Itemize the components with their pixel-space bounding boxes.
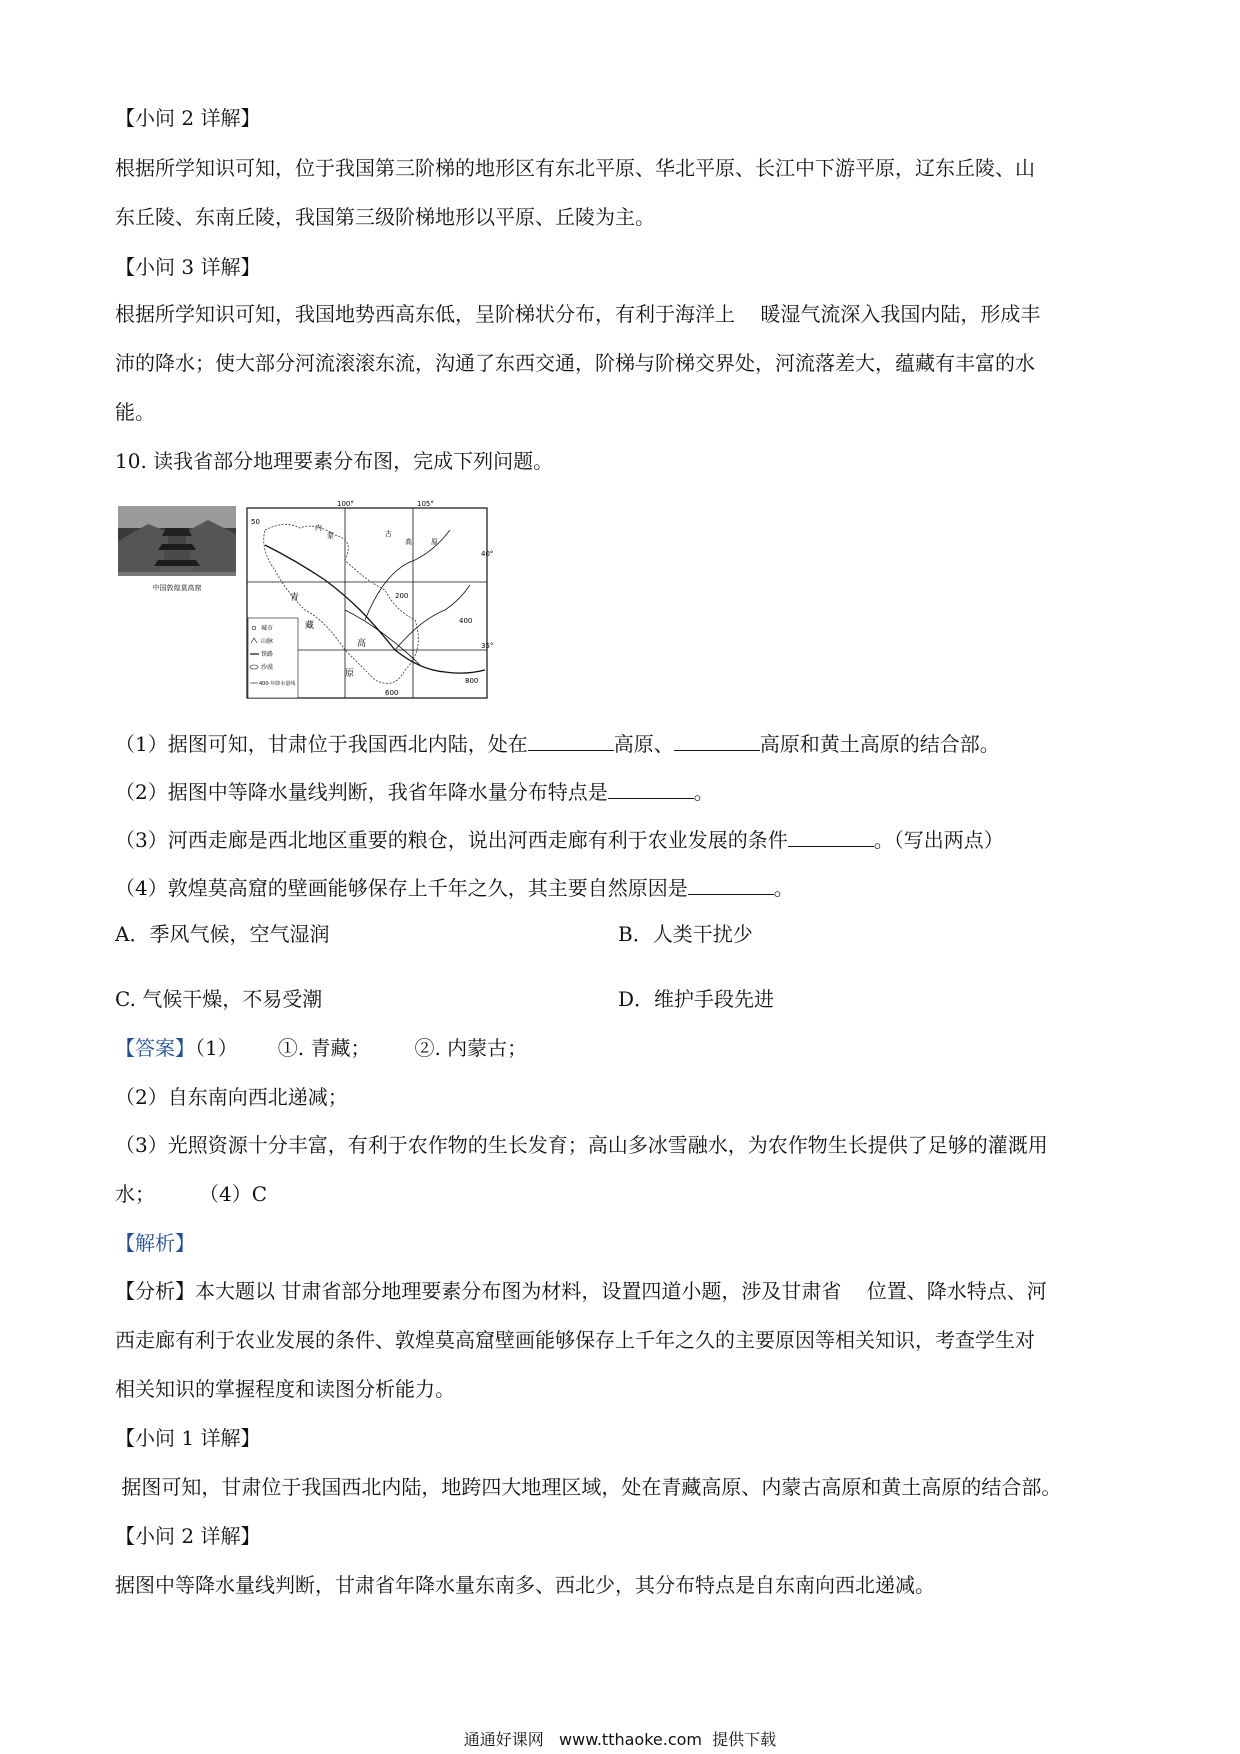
sub3-text-a: （3）河西走廊是西北地区重要的粮仓，说出河西走廊有利于农业发展的条件 [115, 828, 788, 852]
gansu-geography-map [245, 500, 494, 700]
answer-line-4 [115, 1182, 267, 1206]
sub2-text-b: 。 [693, 780, 714, 804]
sub1-text-a: （1）据图可知，甘肃位于我国西北内陆，处在 [115, 732, 528, 756]
sub2-text-a: （2）据图中等降水量线判断，我省年降水量分布特点是 [115, 780, 608, 804]
option-c: C. 气候干燥，不易受潮 [115, 987, 323, 1011]
legend-mountain: 山脉 [261, 638, 274, 645]
q3-title: 【小问 3 详解】 [115, 255, 261, 279]
option-b: B．人类干扰少 [618, 922, 753, 946]
analysis-para-2: 西走廊有利于农业发展的条件、敦煌莫高窟壁画能够保存上千年之久的主要原因等相关知识，考查学生对 [115, 1328, 1035, 1352]
legend-desert: 沙漠 [261, 664, 274, 671]
answer-blank [528, 732, 614, 751]
subq2-explanation: 据图中等降水量线判断，甘肃省年降水量东南多、西北少，其分布特点是自东南向西北递减。 [115, 1573, 935, 1597]
analysis-para-1: 【分析】本大题以 甘肃省部分地理要素分布图为材料，设置四道小题，涉及甘肃省 位置、降水特点、河 [115, 1279, 1047, 1303]
isohyet-200-label: 200 [395, 592, 409, 600]
map-label-qing: 青 [290, 593, 300, 603]
subq1-title: 【小问 1 详解】 [115, 1426, 261, 1450]
lat-40-label: 40° [481, 550, 494, 558]
answer-line-3: （3）光照资源十分丰富，有利于农作物的生长发育；高山多冰雪融水，为农作物生长提供了足够的灌溉用 [115, 1133, 1048, 1157]
option-d: D．维护手段先进 [618, 987, 775, 1011]
map-label-gao: 高 [405, 538, 412, 546]
map-label-yuan-2: 原 [345, 669, 355, 679]
legend-city: 城市 [261, 625, 274, 632]
analysis-para-3: 相关知识的掌握程度和读图分析能力。 [115, 1377, 455, 1401]
answer-3-part-2: 水； [115, 1182, 155, 1206]
q2-paragraph-1: 根据所学知识可知，位于我国第三阶梯的地形区有东北平原、华北平原、长江中下游平原，辽东丘陵、山 [115, 156, 1035, 180]
q3-paragraph-2: 沛的降水；使大部分河流滚滚东流，沟通了东西交通，阶梯与阶梯交界处，河流落差大，蕴藏有丰富的水 [115, 351, 1035, 375]
lat-left-label: 50 [251, 518, 260, 526]
option-a: A．季风气候，空气湿润 [115, 922, 330, 946]
sub-question-4 [115, 876, 794, 900]
analysis-label: 【解析】 [115, 1231, 195, 1255]
isohyet-800-label: 800 [465, 677, 479, 685]
q2-title: 【小问 2 详解】 [115, 106, 261, 130]
answer-1-num: （1） [195, 1036, 238, 1060]
question-10-stem: 10. 读我省部分地理要素分布图，完成下列问题。 [115, 449, 554, 473]
subq1-explanation: 据图可知，甘肃位于我国西北内陆，地跨四大地理区域，处在青藏高原、内蒙古高原和黄土高原的结合部。 [115, 1475, 1062, 1499]
answer-blank [788, 828, 874, 847]
lon-100-label: 100° [337, 500, 354, 508]
lat-35-label: 35° [481, 642, 494, 650]
sub4-text-a: （4）敦煌莫高窟的壁画能够保存上千年之久，其主要自然原因是 [115, 876, 688, 900]
answer-blank [608, 780, 694, 799]
sub-question-1 [115, 732, 1000, 756]
legend-railway: 铁路 [261, 651, 274, 658]
map-label-gao-2: 高 [357, 639, 367, 649]
isohyet-600-label: 600 [385, 689, 399, 697]
sub3-text-b: 。（写出两点） [873, 828, 1004, 852]
sub4-text-b: 。 [773, 876, 794, 900]
map-label-gu: 古 [385, 530, 392, 538]
photo-caption: 中国敦煌莫高窟 [152, 584, 202, 592]
q3-paragraph-1: 根据所学知识可知，我国地势西高东低，呈阶梯状分布，有利于海洋上 暖湿气流深入我国内陆，形成丰 [115, 302, 1041, 326]
answer-1-part-1: ①. 青藏； [277, 1036, 371, 1060]
map-label-yuan: 原 [431, 538, 438, 546]
answer-blank [688, 876, 774, 895]
mogao-grottoes-photo [118, 506, 236, 594]
q3-paragraph-3: 能。 [115, 400, 155, 424]
isohyet-400-label: 400 [459, 617, 473, 625]
answer-label: 【答案】 [115, 1036, 195, 1060]
map-label-zang: 藏 [305, 621, 315, 631]
footer-text: 通通好课网 www.tthaoke.com 提供下载 [463, 1730, 777, 1749]
answer-line-2: （2）自东南向西北递减； [115, 1085, 348, 1109]
lon-105-label: 105° [417, 500, 434, 508]
subq2-title: 【小问 2 详解】 [115, 1524, 261, 1548]
map-label-nei: 内 [315, 524, 322, 532]
sub1-text-c: 高原和黄土高原的结合部。 [759, 732, 1000, 756]
map-label-meng: 蒙 [327, 532, 334, 540]
sub-question-2 [115, 780, 714, 804]
answer-4: （4）C [199, 1182, 268, 1206]
answer-line-1 [115, 1036, 527, 1060]
sub-question-3 [115, 828, 1004, 852]
legend-isohyet: 400-年降水量线 [259, 681, 296, 687]
answer-1-part-2: ②. 内蒙古； [414, 1036, 528, 1060]
answer-blank [674, 732, 760, 751]
sub1-text-b: 高原、 [613, 732, 674, 756]
q2-paragraph-2: 东丘陵、东南丘陵，我国第三级阶梯地形以平原、丘陵为主。 [115, 205, 655, 229]
